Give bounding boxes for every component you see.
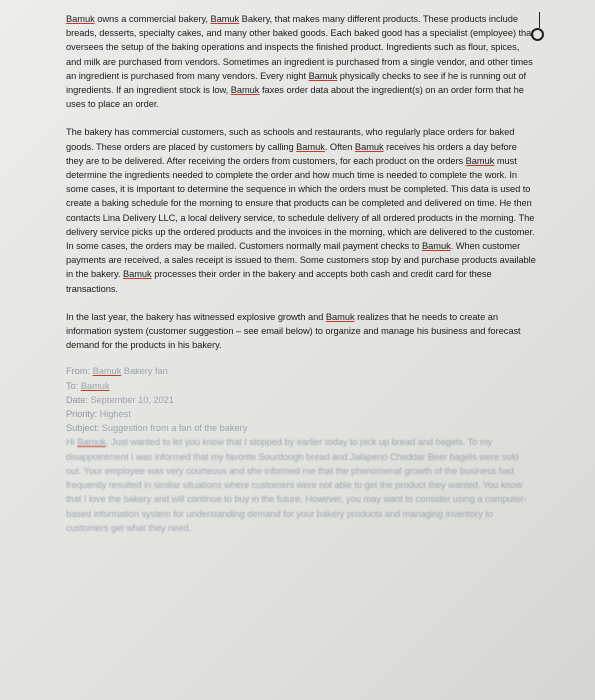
email-subject-row bbox=[66, 421, 536, 435]
email-priority-label: Priority: bbox=[66, 409, 98, 420]
paragraph-growth: In the last year, the bakery has witnessed explosive growth and Bamuk realizes that he needs to create an information system (customer suggestion – see email below) to organize and manage his business and forecast demand for the products in his bakery. bbox=[66, 311, 521, 351]
email-to-value: Bamuk bbox=[80, 380, 110, 391]
paragraph-bakery-overview: Bamuk owns a commercial bakery, Bamuk Bakery, that makes many different products. These products include breads, desserts, specialty cakes, and many other baked goods. Each baked good has a specialist (employee) that oversees the setup of the baking operations and inspects the finished product. Ingredients such as flour, spices, and milk are purchased from vendors. Sometimes an ingredient is purchased from a single vendor, and other times an ingredient is purchased from many vendors. Every night Bamuk physically checks to see if he is running out of ingredients. If an ingredient stock is low, Bamuk faxes order data about the ingredient(s) on an order form that he uses to place an order. bbox=[66, 14, 534, 110]
email-body: Hi Bamuk, Just wanted to let you know that I stopped by earlier today to pick up bread and bagels. To my disappointment I was informed that my favorite Sourdough bread and Jalapeno Cheddar Beer bagels were sold out. Your employee was very courteous and she informed me that the phenomenal growth of the business had frequently resulted in similar situations where customers were not able to get the product they wanted. You know that I love the bakery and will continue to buy in the future. However, you may want to consider using a computer-based information system for understanding demand for your bakery products and managing inventory to customers get what they need. bbox=[66, 437, 527, 533]
email-from-row bbox=[66, 364, 536, 378]
email-subject-value: Suggestion from a fan of the bakery bbox=[101, 423, 248, 434]
email-priority-value: Highest bbox=[99, 409, 131, 420]
email-from-value: Bamuk Bakery fan bbox=[92, 366, 168, 377]
email-date-label: Date: bbox=[66, 394, 88, 405]
document-text[interactable] bbox=[66, 12, 536, 535]
email-to-row bbox=[66, 379, 536, 393]
email-priority-row bbox=[66, 407, 536, 421]
email-from-label: From: bbox=[66, 366, 91, 377]
email-block bbox=[66, 364, 536, 534]
email-to-label: To: bbox=[66, 380, 79, 391]
text-caret bbox=[539, 12, 540, 28]
email-date-row bbox=[66, 393, 536, 407]
email-subject-label: Subject: bbox=[66, 423, 100, 434]
email-date-value: September 10, 2021 bbox=[90, 394, 174, 405]
paragraph-customers: The bakery has commercial customers, such as schools and restaurants, who regularly place orders for baked goods. These orders are placed by customers by calling Bamuk. Often Bamuk receives his orders a day before they are to be delivered. After receiving the orders from customers, for each product on the orders Bamuk must determine the ingredients needed to complete the order and how much time is needed to complete the work. In some cases, it is important to determine the sequence in which the orders must be completed. This data is used to create a baking schedule for the morning to ensure that products can be completed and delivered on time. He then contacts Lina Delivery LLC, a local delivery service, to schedule delivery of all ordered products in the morning. The delivery service picks up the ordered products and the invoices in the morning, which are delivered to the customer. In some cases, the orders may be mailed. Customers normally mail payment checks to Bamuk. When customer payments are received, a sales receipt is issued to them. Some customers stop by and purchase products available in the bakery. Bamuk processes their order in the bakery and accepts both cash and credit card for these transactions. bbox=[66, 127, 536, 294]
